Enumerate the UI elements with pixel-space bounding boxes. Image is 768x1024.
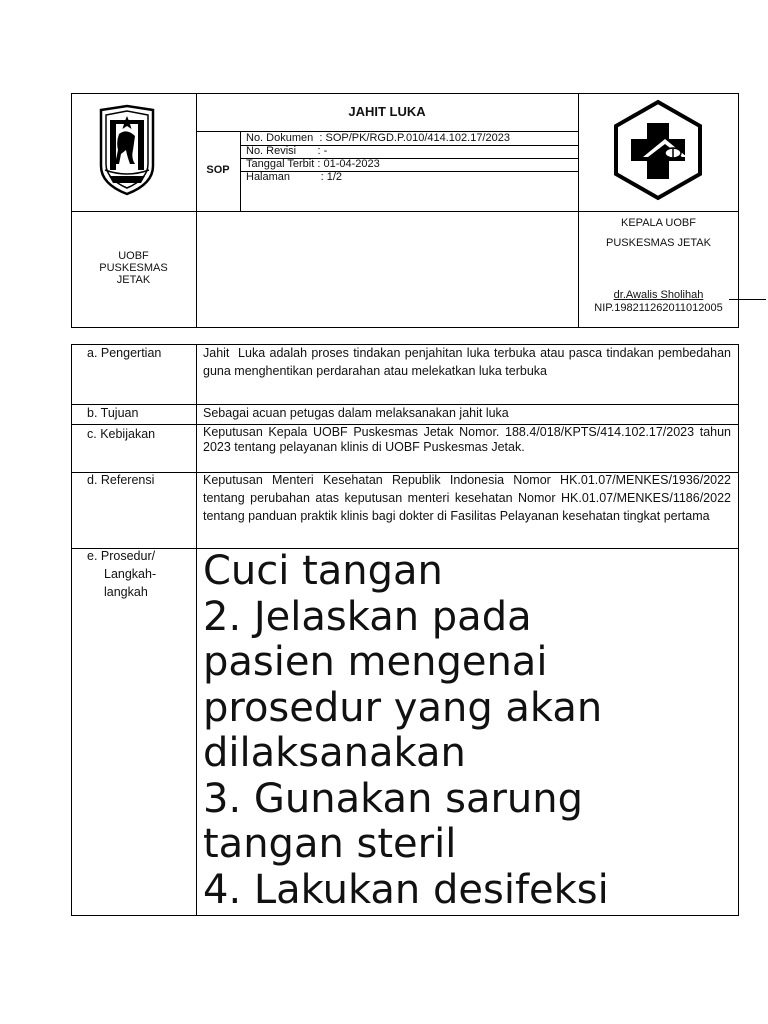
content-divider [196, 344, 197, 916]
regency-emblem [97, 104, 157, 198]
prosedur-step-line: pasien mengenai [203, 639, 548, 685]
doc-number: No. Dokumen : SOP/PK/RGD.P.010/414.102.17/2023 [246, 132, 510, 144]
document-title: JAHIT LUKA [348, 104, 426, 119]
page-number: Halaman : 1/2 [246, 171, 342, 183]
signature-line [729, 299, 766, 300]
tujuan-text: Sebagai acuan petugas dalam melaksanakan jahit luka [203, 406, 509, 420]
prosedur-step-line: 3. Gunakan sarung [203, 775, 584, 822]
kebijakan-label: c. Kebijakan [87, 427, 156, 441]
prosedur-step-line: 4. Lakukan desifeksi [203, 866, 609, 913]
tujuan-label: b. Tujuan [87, 406, 139, 420]
approver-role: KEPALA UOBF [621, 217, 696, 229]
prosedur-label [87, 547, 156, 601]
referensi-text: Keputusan Menteri Kesehatan Republik Indonesia Nomor HK.01.07/MENKES/1936/2022 tentang perubahan atas keputusan menteri kesehatan Nomor HK.01.07/MENKES/1186/2022 tentang panduan praktik klinis bagi dokter di Fasilitas Pelayanan kesehatan tingkat pertama [203, 473, 731, 523]
puskesmas-logo [607, 99, 709, 201]
prosedur-steps [203, 549, 733, 913]
revision-number: No. Revisi : - [246, 145, 328, 157]
issue-date: Tanggal Terbit : 01-04-2023 [246, 158, 380, 170]
prosedur-step-line: Cuci tangan [203, 548, 443, 594]
header-divider [71, 211, 739, 212]
org-line: PUSKESMAS [99, 262, 168, 274]
approver-name: dr.Awalis Sholihah [613, 289, 704, 301]
prosedur-step-line: 2. Jelaskan pada [203, 593, 532, 640]
org-line: UOBF [118, 250, 149, 262]
prosedur-step-line: tangan steril [203, 821, 457, 867]
prosedur-label-line: e. Prosedur/ [87, 549, 156, 563]
prosedur-label-line: Langkah- [104, 567, 157, 581]
referensi-label: d. Referensi [87, 473, 155, 487]
prosedur-step-line: dilaksanakan [203, 730, 466, 776]
kebijakan-text: Keputusan Kepala UOBF Puskesmas Jetak Nomor. 188.4/018/KPTS/414.102.17/2023 tahun 2023 tentang pelayanan klinis di UOBF Puskesmas Jetak. [203, 425, 731, 454]
approver-role: PUSKESMAS JETAK [606, 237, 711, 249]
sop-label: SOP [206, 164, 230, 176]
prosedur-label-line: langkah [104, 585, 148, 599]
approver-nip: NIP.198211262011012005 [594, 302, 723, 314]
prosedur-step-line: prosedur yang akan [203, 684, 603, 731]
pengertian-label: a. Pengertian [87, 346, 162, 360]
org-line: JETAK [116, 274, 151, 286]
pengertian-text: Jahit Luka adalah proses tindakan penjahitan luka terbuka atau pasca tindakan pembedahan guna menghentikan perdarahan atau melekatkan luka terbuka [203, 346, 735, 378]
organization-name [71, 250, 196, 286]
